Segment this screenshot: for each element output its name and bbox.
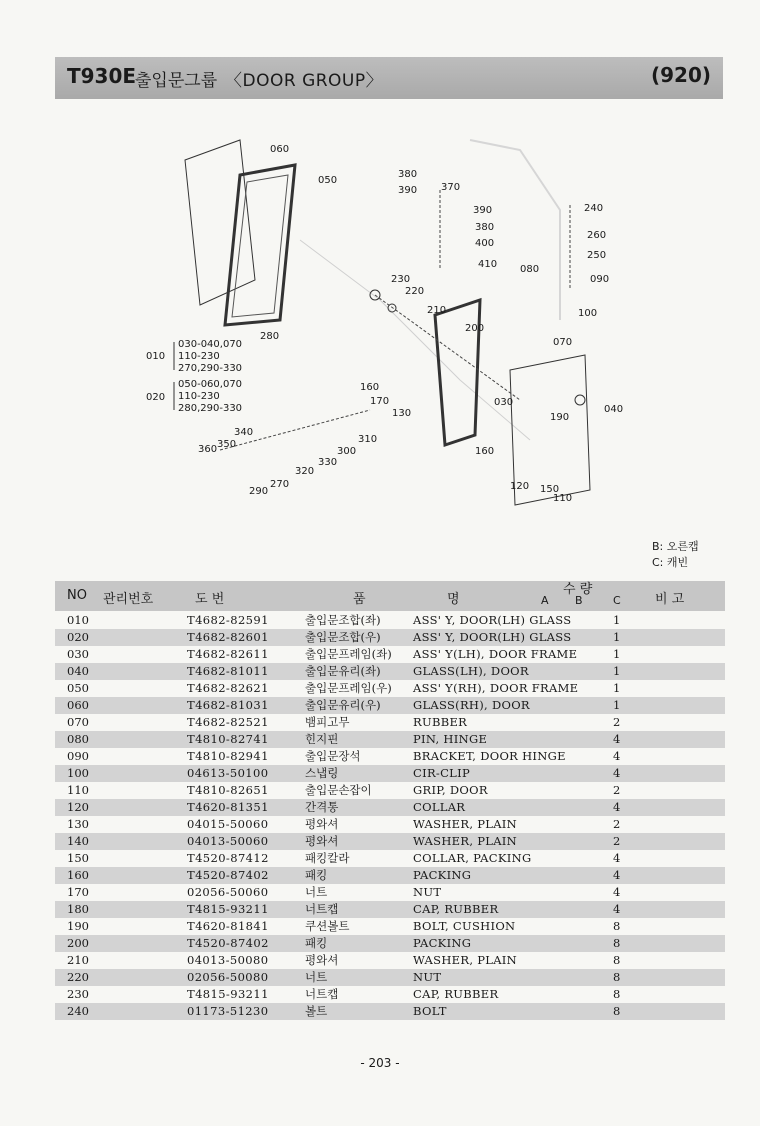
- row-qty: 4: [613, 902, 621, 916]
- row-qty: 8: [613, 953, 621, 967]
- row-no: 180: [67, 902, 89, 916]
- header-name-2: 명: [447, 592, 460, 607]
- row-name-korean: 볼트: [305, 1004, 328, 1018]
- model-code: T930E: [67, 64, 137, 88]
- callout: 320: [295, 466, 315, 477]
- section-header: [55, 57, 723, 99]
- row-no: 130: [67, 817, 89, 831]
- callout: 060: [270, 144, 290, 155]
- row-part-number: T4815-93211: [187, 902, 269, 916]
- callout: 330: [318, 457, 338, 468]
- row-qty: 4: [613, 868, 621, 882]
- callout: 170: [370, 396, 390, 407]
- callout: 260: [587, 230, 607, 241]
- parts-table-body: [55, 612, 725, 1020]
- table-row: [55, 867, 725, 884]
- row-part-number: T4810-82651: [187, 783, 269, 797]
- table-row: [55, 816, 725, 833]
- row-qty: 8: [613, 1004, 621, 1018]
- callout: 030: [494, 397, 514, 408]
- row-part-number: T4810-82941: [187, 749, 269, 763]
- row-name-korean: 평와셔: [305, 834, 339, 848]
- row-part-number: T4682-82591: [187, 613, 269, 627]
- table-row: [55, 901, 725, 918]
- row-name-korean: 패킹칼라: [305, 851, 350, 865]
- callout: 110: [553, 493, 573, 504]
- row-part-number: T4815-93211: [187, 987, 269, 1001]
- row-part-number: T4520-87402: [187, 936, 269, 950]
- row-no: 220: [67, 970, 89, 984]
- row-name-english: GRIP, DOOR: [413, 783, 488, 797]
- row-name-english: PACKING: [413, 868, 472, 882]
- row-qty: 8: [613, 919, 621, 933]
- row-name-english: COLLAR: [413, 800, 466, 814]
- table-row: [55, 629, 725, 646]
- row-name-korean: 출입문조합(좌): [305, 613, 381, 627]
- callout: 130: [392, 408, 412, 419]
- row-qty: 2: [613, 834, 621, 848]
- row-no: 110: [67, 783, 89, 797]
- callout: 280: [260, 331, 280, 342]
- row-name-english: CIR-CLIP: [413, 766, 471, 780]
- row-qty: 4: [613, 851, 621, 865]
- row-qty: 1: [613, 698, 621, 712]
- row-name-english: COLLAR, PACKING: [413, 851, 532, 865]
- row-name-korean: 너트캡: [305, 902, 339, 916]
- row-name-korean: 너트캡: [305, 987, 339, 1001]
- group-no: 020: [146, 392, 166, 403]
- table-row: [55, 884, 725, 901]
- group-line: 030-040,070: [178, 339, 243, 350]
- row-name-korean: 패킹: [305, 936, 328, 950]
- row-qty: 2: [613, 715, 621, 729]
- callout: 220: [405, 286, 425, 297]
- callout: 210: [427, 305, 447, 316]
- row-qty: 1: [613, 681, 621, 695]
- callout: 350: [217, 439, 237, 450]
- row-name-korean: 쿠션볼트: [305, 919, 350, 933]
- group-line: 270,290-330: [178, 363, 243, 374]
- row-qty: 4: [613, 885, 621, 899]
- row-no: 060: [67, 698, 89, 712]
- callout: 310: [358, 434, 378, 445]
- header-no: NO: [67, 588, 87, 603]
- callout: 150: [540, 484, 560, 495]
- callout: 340: [234, 427, 254, 438]
- row-qty: 8: [613, 987, 621, 1001]
- table-row: [55, 782, 725, 799]
- row-no: 210: [67, 953, 89, 967]
- row-name-korean: 패킹: [305, 868, 328, 882]
- table-row: [55, 714, 725, 731]
- row-name-english: BOLT, CUSHION: [413, 919, 516, 933]
- header-qty: 수 량: [563, 582, 593, 597]
- row-part-number: 02056-50060: [187, 885, 269, 899]
- callout: 120: [510, 481, 530, 492]
- row-name-english: CAP, RUBBER: [413, 987, 499, 1001]
- group-no: 010: [146, 351, 166, 362]
- callout: 190: [550, 412, 570, 423]
- row-name-korean: 평와셔: [305, 953, 339, 967]
- table-row: [55, 1003, 725, 1020]
- row-part-number: T4810-82741: [187, 732, 269, 746]
- table-row: [55, 697, 725, 714]
- row-name-english: WASHER, PLAIN: [413, 953, 518, 967]
- row-part-number: T4682-82601: [187, 630, 269, 644]
- callout: 380: [398, 169, 418, 180]
- table-row: [55, 850, 725, 867]
- table-row: [55, 680, 725, 697]
- row-qty: 1: [613, 647, 621, 661]
- row-name-korean: 너트: [305, 970, 328, 984]
- row-name-english: ASS' Y, DOOR(LH) GLASS: [413, 630, 572, 644]
- row-qty: 4: [613, 766, 621, 780]
- row-part-number: 04015-50060: [187, 817, 269, 831]
- callout: 370: [441, 182, 461, 193]
- callout: 040: [604, 404, 624, 415]
- table-row: [55, 918, 725, 935]
- row-qty: 4: [613, 749, 621, 763]
- cushion-bolt-shape: [575, 395, 585, 405]
- row-no: 150: [67, 851, 89, 865]
- row-name-korean: 출입문유리(우): [305, 698, 381, 712]
- row-qty: 8: [613, 936, 621, 950]
- row-name-english: RUBBER: [413, 715, 468, 729]
- callout: 390: [473, 205, 493, 216]
- row-name-korean: 출입문손잡이: [305, 783, 372, 797]
- header-drawing: 도 번: [195, 592, 225, 607]
- header-remarks: 비 고: [655, 592, 685, 607]
- row-no: 070: [67, 715, 89, 729]
- row-no: 080: [67, 732, 89, 746]
- table-row: [55, 969, 725, 986]
- callout: 230: [391, 274, 411, 285]
- callout: 240: [584, 203, 604, 214]
- row-name-korean: 출입문유리(좌): [305, 664, 381, 678]
- row-no: 100: [67, 766, 89, 780]
- row-part-number: T4682-81031: [187, 698, 269, 712]
- table-row: [55, 646, 725, 663]
- row-qty: 1: [613, 664, 621, 678]
- exploded-parts-diagram: [130, 120, 650, 515]
- row-name-korean: 출입문프레임(우): [305, 681, 392, 695]
- header-c: C: [613, 594, 621, 607]
- header-a: A: [541, 594, 549, 607]
- row-no: 140: [67, 834, 89, 848]
- row-part-number: T4620-81351: [187, 800, 269, 814]
- row-qty: 1: [613, 613, 621, 627]
- row-part-number: 04613-50100: [187, 766, 269, 780]
- row-qty: 8: [613, 970, 621, 984]
- row-part-number: T4520-87402: [187, 868, 269, 882]
- door-frame-rh-shape: [225, 165, 295, 325]
- callout: 390: [398, 185, 418, 196]
- row-no: 020: [67, 630, 89, 644]
- row-name-english: BOLT: [413, 1004, 447, 1018]
- row-part-number: T4682-82611: [187, 647, 269, 661]
- row-no: 200: [67, 936, 89, 950]
- row-name-korean: 평와셔: [305, 817, 339, 831]
- group-line: 280,290-330: [178, 403, 243, 414]
- callout: 050: [318, 175, 338, 186]
- callout: 300: [337, 446, 357, 457]
- callout: 100: [578, 308, 598, 319]
- row-no: 120: [67, 800, 89, 814]
- title-english: 〈DOOR GROUP〉: [225, 71, 384, 91]
- group-line: 110-230: [178, 391, 220, 402]
- row-name-korean: 스냅링: [305, 766, 339, 780]
- title-korean: 출입문그룹: [135, 71, 218, 91]
- row-no: 040: [67, 664, 89, 678]
- page-number: - 203 -: [360, 1056, 400, 1070]
- row-qty: 4: [613, 800, 621, 814]
- row-qty: 1: [613, 630, 621, 644]
- row-name-english: GLASS(LH), DOOR: [413, 664, 529, 678]
- callout: 250: [587, 250, 607, 261]
- row-name-english: PACKING: [413, 936, 472, 950]
- row-part-number: T4520-87412: [187, 851, 269, 865]
- callout: 200: [465, 323, 485, 334]
- row-name-korean: 힌지핀: [305, 732, 339, 746]
- row-name-english: WASHER, PLAIN: [413, 817, 518, 831]
- door-glass-rh-shape: [185, 140, 255, 305]
- header-b: B: [575, 594, 583, 607]
- row-no: 190: [67, 919, 89, 933]
- row-part-number: 04013-50060: [187, 834, 269, 848]
- cabin-ghost-line: [300, 240, 530, 440]
- table-row: [55, 765, 725, 782]
- header-name-1: 품: [353, 592, 366, 607]
- row-part-number: T4682-82521: [187, 715, 269, 729]
- door-frame-lh-shape: [435, 300, 480, 445]
- table-row: [55, 748, 725, 765]
- callout: 270: [270, 479, 290, 490]
- header-mgmt: 관리번호: [103, 592, 154, 607]
- callout: 380: [475, 222, 495, 233]
- callout: 160: [475, 446, 495, 457]
- row-part-number: T4682-81011: [187, 664, 269, 678]
- row-part-number: T4682-82621: [187, 681, 269, 695]
- row-no: 160: [67, 868, 89, 882]
- group-code: (920): [650, 63, 711, 87]
- table-row: [55, 935, 725, 952]
- callout: 360: [198, 444, 218, 455]
- row-part-number: T4620-81841: [187, 919, 269, 933]
- row-no: 170: [67, 885, 89, 899]
- row-no: 090: [67, 749, 89, 763]
- callout: 070: [553, 337, 573, 348]
- row-qty: 2: [613, 817, 621, 831]
- row-name-english: NUT: [413, 970, 442, 984]
- row-part-number: 02056-50080: [187, 970, 269, 984]
- row-name-english: ASS' Y(RH), DOOR FRAME: [413, 681, 579, 695]
- table-row: [55, 612, 725, 629]
- row-name-korean: 너트: [305, 885, 328, 899]
- row-name-english: ASS' Y(LH), DOOR FRAME: [413, 647, 578, 661]
- callout: 290: [249, 486, 269, 497]
- row-name-english: WASHER, PLAIN: [413, 834, 518, 848]
- callout: 160: [360, 382, 380, 393]
- callout: 080: [520, 264, 540, 275]
- row-qty: 4: [613, 732, 621, 746]
- row-no: 010: [67, 613, 89, 627]
- door-frame-rh-inner: [232, 175, 288, 317]
- row-name-english: CAP, RUBBER: [413, 902, 499, 916]
- table-row: [55, 799, 725, 816]
- table-row: [55, 731, 725, 748]
- row-name-korean: 출입문장석: [305, 749, 361, 763]
- row-no: 030: [67, 647, 89, 661]
- row-part-number: 04013-50080: [187, 953, 269, 967]
- row-no: 230: [67, 987, 89, 1001]
- row-name-korean: 뱀피고무: [305, 715, 350, 729]
- row-part-number: 01173-51230: [187, 1004, 269, 1018]
- row-name-english: ASS' Y, DOOR(LH) GLASS: [413, 613, 572, 627]
- row-name-english: NUT: [413, 885, 442, 899]
- row-qty: 2: [613, 783, 621, 797]
- parts-table-header: [55, 581, 725, 611]
- row-name-korean: 출입문조합(우): [305, 630, 381, 644]
- nut-shape: [388, 304, 396, 312]
- row-name-english: GLASS(RH), DOOR: [413, 698, 530, 712]
- legend-b: B: 오른캡: [652, 540, 699, 553]
- group-line: 110-230: [178, 351, 220, 362]
- row-no: 050: [67, 681, 89, 695]
- table-row: [55, 952, 725, 969]
- legend-c: C: 캐빈: [652, 556, 689, 569]
- row-name-korean: 간격통: [305, 800, 339, 814]
- row-name-korean: 출입문프레임(좌): [305, 647, 392, 661]
- callout: 400: [475, 238, 495, 249]
- row-name-english: BRACKET, DOOR HINGE: [413, 749, 566, 763]
- row-name-english: PIN, HINGE: [413, 732, 488, 746]
- row-no: 240: [67, 1004, 89, 1018]
- group-line: 050-060,070: [178, 379, 243, 390]
- callout: 410: [478, 259, 498, 270]
- table-row: [55, 833, 725, 850]
- callout: 090: [590, 274, 610, 285]
- table-row: [55, 986, 725, 1003]
- table-row: [55, 663, 725, 680]
